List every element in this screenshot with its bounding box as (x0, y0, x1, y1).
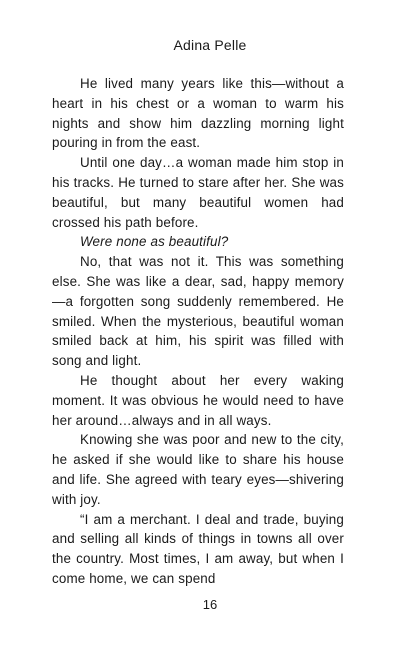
paragraph-italic: Were none as beautiful? (80, 234, 229, 250)
paragraph: He thought about her every waking moment. It was obvious he would need to have her around…always and in all ways. (52, 372, 344, 428)
paragraph: He lived many years like this—without a heart in his chest or a woman to warm his nights and show him dazzling morning light pouring in from the east. (52, 76, 344, 151)
paragraph: “I am a merchant. I deal and trade, buying and selling all kinds of things in towns all over the country. Most times, I am away, but when I come home, we can spend (52, 511, 344, 586)
running-header-author: Adina Pelle (173, 37, 247, 53)
paragraph: Until one day…a woman made him stop in his tracks. He turned to stare after her. She was beautiful, but many beautiful women had crossed his path before. (52, 155, 344, 230)
page-number: 16 (202, 597, 218, 612)
page-body (52, 74, 344, 589)
paragraph: No, that was not it. This was something else. She was like a dear, sad, happy memory—a forgotten song suddenly remembered. He smiled. When the mysterious, beautiful woman smiled back at him, his spirit was filled with song and light. (52, 254, 344, 369)
paragraph: Knowing she was poor and new to the city, he asked if she would like to share his house and life. She agreed with teary eyes—shivering with joy. (52, 432, 344, 507)
